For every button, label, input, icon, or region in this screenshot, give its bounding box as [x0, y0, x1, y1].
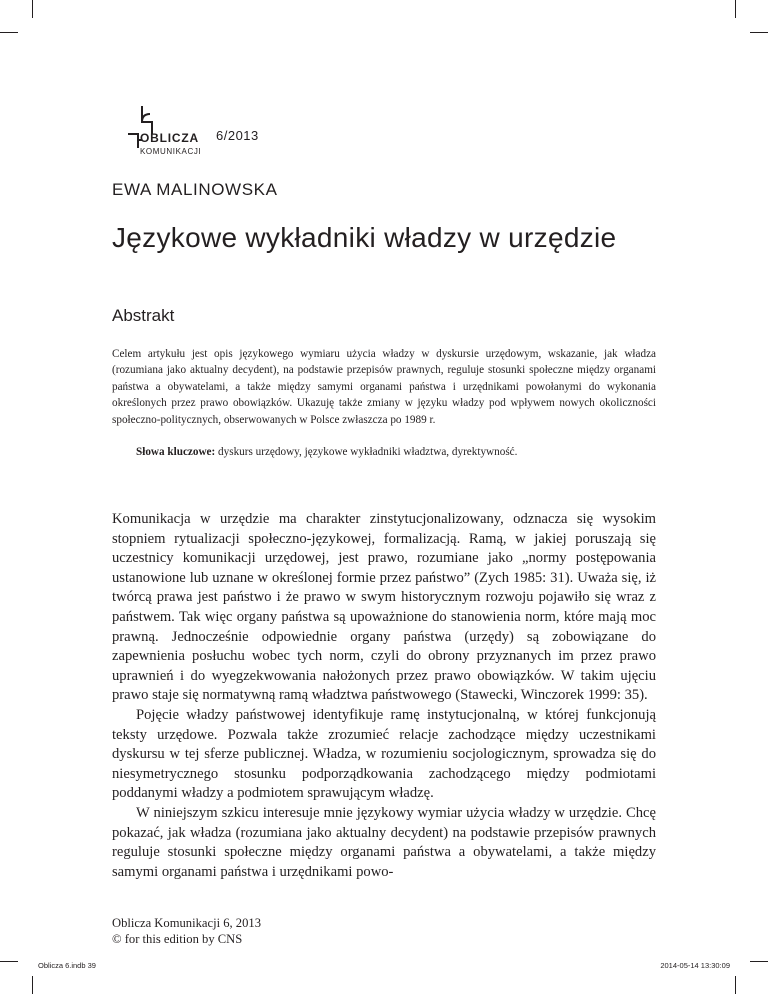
article-body [112, 510, 656, 882]
crop-mark [750, 32, 768, 33]
page-footer [112, 915, 261, 947]
crop-mark [0, 961, 18, 962]
crop-mark [750, 961, 768, 962]
crop-mark [735, 976, 736, 994]
abstract-heading: Abstrakt [112, 306, 175, 325]
logo-text-top: OBLICZA [140, 131, 199, 145]
crop-mark [0, 32, 18, 33]
keywords-label: Słowa kluczowe: [136, 446, 216, 458]
keywords [136, 446, 517, 458]
footer-copyright: © for this edition by CNS [112, 932, 243, 946]
footer-journal: Oblicza Komunikacji 6, 2013 [112, 916, 261, 930]
print-slug-right: 2014-05-14 13:30:09 [660, 961, 730, 970]
print-slug-left: Oblicza 6.indb 39 [38, 961, 96, 970]
author-name: EWA MALINOWSKA [112, 180, 278, 199]
article-title: Językowe wykładniki władzy w urzędzie [112, 222, 617, 253]
crop-mark [32, 0, 33, 18]
body-paragraph: Pojęcie władzy państwowej identyfikuje ramę instytucjonalną, w której funkcjonują teksty urzędowe. Pozwala także zrozumieć relacje zachodzące między uczestnikami dyskursu w tej sferze publicznej. Władza, w rozumieniu socjologicznym, sprowadza się do niesymetrycznego stosunku podporządkowania zachodzącego między podmiotami poddanymi władzy a podmiotem sprawującym władzę. [112, 706, 656, 802]
body-paragraph: W niniejszym szkicu interesuje mnie językowy wymiar użycia władzy w urzędzie. Chcę pokazać, jak władza (rozumiana jako aktualny decydent) na podstawie przepisów prawnych reguluje stosunki społeczne między organami państwa a obywatelami, a także między samymi organami państwa i urzędnikami powo- [112, 804, 656, 880]
journal-logo [112, 100, 208, 160]
body-paragraph: Komunikacja w urzędzie ma charakter zinstytucjonalizowany, odznacza się wysokim stopniem rytualizacji społeczno-językowej, formalizacją. Ramą, w jakiej poruszają się uczestnicy komunikacji urzędowej, jest prawo, rozumiane jako „normy postępowania ustanowione lub uznane w określonej formie przez państwo” (Zych 1985: 31). Uważa się, iż twórcą prawa jest państwo i że prawo w swym historycznym rozwoju pojawiło się wraz z państwem. Tak więc organy państwa są upoważnione do stanowienia norm, które mają moc prawną. Jednocześnie odpowiednie organy państwa (urzędy) są zobowiązane do zapewnienia posłuchu wobec tych norm, czyli do obrony przyznanych im przez prawo uprawnień i do wyegzekwowania nałożonych przez prawo obowiązków. W takim ujęciu prawo staje się normatywną ramą władztwa państwowego (Stawecki, Winczorek 1999: 35). [112, 511, 656, 704]
crop-mark [32, 976, 33, 994]
keywords-list: dyskurs urzędowy, językowe wykładniki władztwa, dyrektywność. [215, 446, 518, 458]
crop-mark [735, 0, 736, 18]
abstract-text: Celem artykułu jest opis językowego wymiaru użycia władzy w dyskursie urzędowym, wskazanie, jak władza (rozumiana jako aktualny decydent), na podstawie przepisów prawnych, reguluje stosunki społeczne między organami państwa a obywatelami, a także między samymi organami państwa i urzędnikami powołanymi do wykonania określonych przez prawo obowiązków. Ukazuję także zmiany w języku władzy pod wpływem nowych okoliczności społeczno-politycznych, obserwowanych w Polsce zwłaszcza po 1989 r. [112, 348, 656, 426]
logo-text-bottom: KOMUNIKACJI [140, 147, 202, 156]
issue-number: 6/2013 [216, 128, 259, 143]
logo-mark-icon [112, 100, 208, 160]
